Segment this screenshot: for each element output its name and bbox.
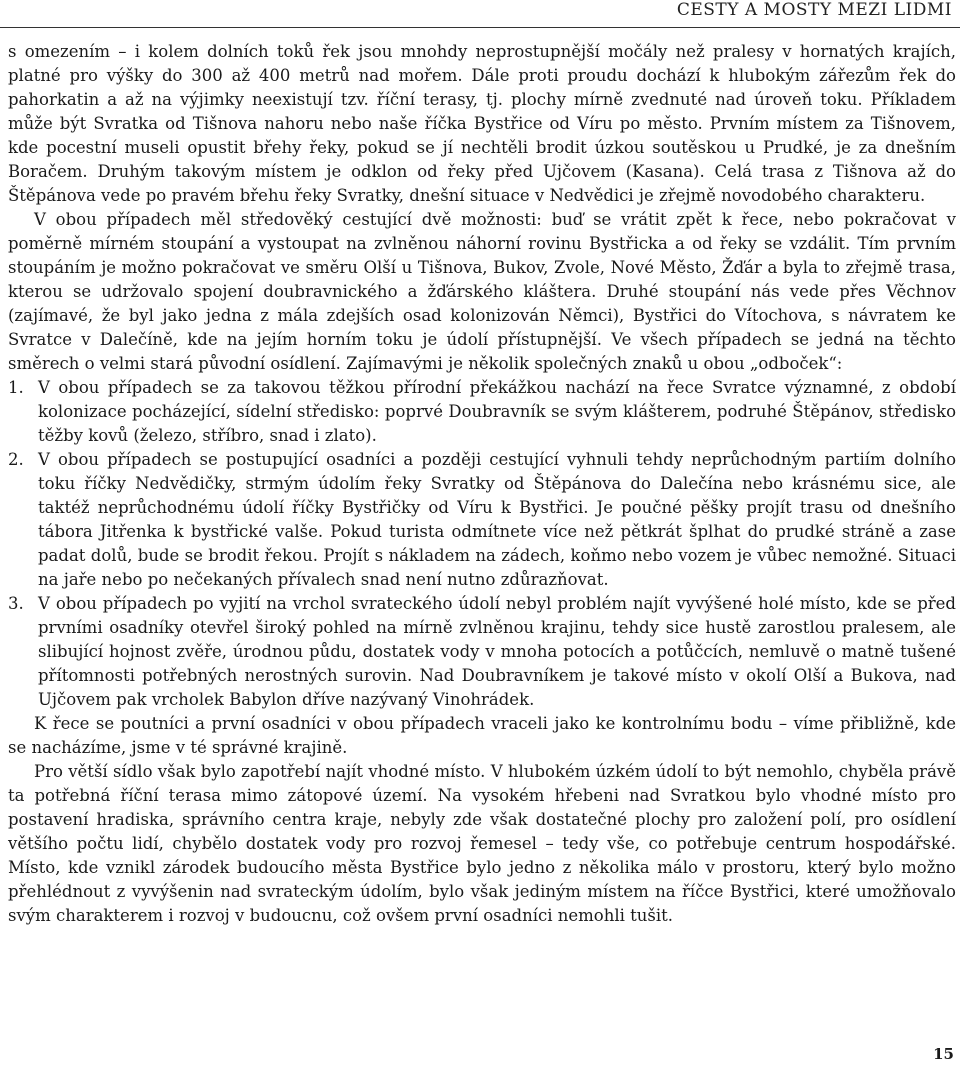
page-number: 15	[933, 1045, 954, 1063]
list-item-text: V obou případech se za takovou těžkou přírodní překážkou nachází na řece Svratce významné, z období kolonizace pocházející, sídelní středisko: poprvé Doubravník se svým klášterem, podruhé Štěpánov, středisko těžby kovů (železo, stříbro, snad i zlato).	[38, 378, 956, 445]
paragraph-2: V obou případech měl středověký cestující dvě možnosti: buď se vrátit zpět k řece, nebo pokračovat v poměrně mírném stoupání a vystoupat na zvlněnou náhorní rovinu Bystřicka a od řeky se vzdálit. Tím prvním stoupáním je možno pokračovat ve směru Olší u Tišnova, Bukov, Zvole, Nové Město, Žďár a byla to zřejmě trasa, kterou se udržovalo spojení doubravnického a žďárského kláštera. Druhé stoupání nás vede přes Věchnov (zajímavé, že byl jako jedna z mála zdejších osad kolonizován Němci), Bystřici do Vítochova, s návratem ke Svratce v Dalečíně, kde na jejím horním toku je údolí přístupnější. Ve všech případech se jedná na těchto směrech o velmi stará původní osídlení. Zajímavými je několik společných znaků u obou „odboček“:	[8, 210, 956, 373]
paragraph-3: K řece se poutníci a první osadníci v obou případech vraceli jako ke kontrolnímu bodu – víme přibližně, kde se nacházíme, jsme v té správné krajině.	[8, 714, 956, 757]
list-item-number: 3.	[8, 594, 24, 613]
list-item-number: 2.	[8, 450, 24, 469]
list-item	[8, 592, 956, 712]
paragraph-1: s omezením – i kolem dolních toků řek jsou mnohdy neprostupnější močály než pralesy v hornatých krajích, platné pro výšky do 300 až 400 metrů nad mořem. Dále proti proudu dochází k hlubokým zářezům řek do pahorkatin a až na výjimky neexistují tzv. říční terasy, tj. plochy mírně zvednuté nad úroveň toku. Příkladem může být Svratka od Tišnova nahoru nebo naše říčka Bystřice od Víru po město. Prvním místem za Tišnovem, kde pocestní museli opustit břehy řeky, pokud se jí nechtěli brodit úzkou soutěskou u Prudké, je za dnešním Boračem. Druhým takovým místem je odklon od řeky před Ujčovem (Kasana). Celá trasa z Tišnova až do Štěpánova vede po pravém břehu řeky Svratky, dnešní situace v Nedvědici je zřejmě novodobého charakteru.	[8, 42, 956, 205]
article-body	[8, 40, 956, 928]
running-title: CESTY A MOSTY MEZI LIDMI	[676, 0, 952, 20]
list-item-text: V obou případech se postupující osadníci a později cestující vyhnuli tehdy neprůchodným partiím dolního toku říčky Nedvědičky, strmým údolím řeky Svratky od Štěpánova do Dalečína nebo krásnému sice, ale taktéž neprůchodnému údolí říčky Bystřičky od Víru k Bystřici. Je poučné pěšky projít trasu od dnešního tábora Jitřenka k bystřické valše. Pokud turista odmítnete více než pětkrát šplhat do prudké stráně a zase padat dolů, bude se brodit řekou. Projít s nákladem na zádech, koňmo nebo vozem je vůbec nemožné. Situaci na jaře nebo po nečekaných přívalech snad není nutno zdůrazňovat.	[38, 450, 956, 589]
paragraph-4: Pro větší sídlo však bylo zapotřebí najít vhodné místo. V hlubokém úzkém údolí to být nemohlo, chyběla právě ta potřebná říční terasa mimo zátopové území. Na vysokém hřebeni nad Svratkou bylo vhodné místo pro postavení hradiska, správního centra kraje, nebyly zde však dostatečné plochy pro založení polí, pro osídlení většího počtu lidí, chybělo dostatek vody pro rozvoj řemesel – tedy vše, co potřebuje centrum hospodářské. Místo, kde vznikl zárodek budoucího města Bystřice bylo jedno z několika málo v prostoru, který bylo možno přehlédnout z vyvýšenin nad svrateckým údolím, bylo však jediným místem na říčce Bystřici, které umožňovalo svým charakterem i rozvoj v budoucnu, což ovšem první osadníci nemohli tušit.	[8, 762, 956, 925]
list-item-text: V obou případech po vyjití na vrchol svrateckého údolí nebyl problém najít vyvýšené holé místo, kde se před prvními osadníky otevřel široký pohled na mírně zvlněnou krajinu, tehdy sice hustě zarostlou pralesem, ale slibující hojnost zvěře, úrodnou půdu, dostatek vody v mnoha potocích a potůčcích, nemluvě o matně tušené přítomnosti potřebných nerostných surovin. Nad Doubravníkem je takové místo v okolí Olší a Bukova, nad Ujčovem pak vrcholek Babylon dříve nazývaný Vinohrádek.	[38, 594, 956, 709]
header-rule	[0, 27, 960, 28]
numbered-list	[8, 376, 956, 712]
list-item-number: 1.	[8, 378, 24, 397]
list-item	[8, 376, 956, 448]
list-item	[8, 448, 956, 592]
